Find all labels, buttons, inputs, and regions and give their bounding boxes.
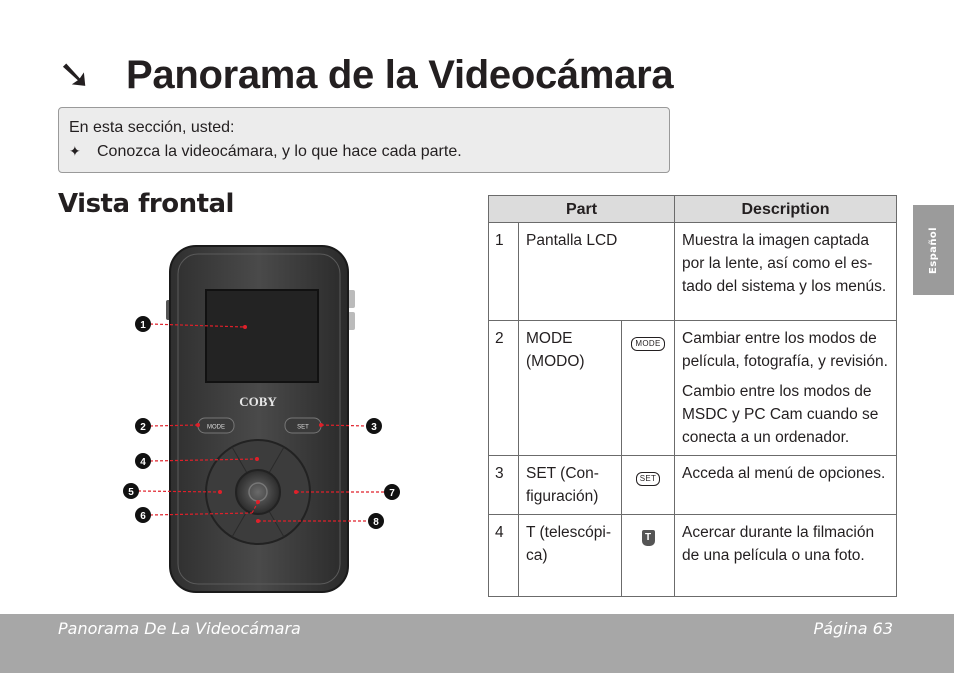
row-description: Acercar durante la filmación de una película o una foto. [675, 515, 897, 597]
page-title [58, 50, 673, 100]
row-description: Cambiar entre los modos de película, fotografía, y revisión. Cambio entre los modos de MSDC y PC Cam cuando se conecta a un ordenador. [675, 321, 897, 456]
camera-illustration [120, 240, 420, 600]
row-part: Pantalla LCD [519, 223, 675, 321]
mode-button-label: MODE [207, 424, 225, 431]
callout-1: 1 [140, 320, 146, 331]
table-row [489, 321, 897, 456]
intro-heading: En esta sección, usted: [69, 119, 235, 136]
row-description: Muestra la imagen captada por la lente, así como el es-tado del sistema y los menús. [675, 223, 897, 321]
header-part: Part [489, 196, 675, 223]
camcorder-front-view [120, 240, 420, 600]
table-row [489, 223, 897, 321]
callout-3: 3 [371, 422, 377, 433]
row-part: SET (Con-figuración) [519, 456, 622, 515]
intro-bullet-text: Conozca la videocámara, y lo que hace cada parte. [97, 143, 462, 160]
section-title: Vista frontal [58, 189, 234, 219]
telephoto-button-icon: T [642, 530, 655, 546]
row-icon-cell [622, 321, 675, 456]
callout-5: 5 [128, 487, 134, 498]
language-tab-label: Español [928, 226, 940, 274]
page-title-text: Panorama de la Videocámara [126, 52, 674, 97]
callout-4: 4 [140, 457, 146, 468]
intro-box [58, 107, 670, 173]
callout-6: 6 [140, 511, 146, 522]
row-number: 2 [489, 321, 519, 456]
arrow-icon: ➘ [58, 52, 92, 98]
table-row [489, 456, 897, 515]
parts-table [488, 195, 897, 597]
callout-8: 8 [373, 517, 379, 528]
lcd-screen [206, 290, 318, 382]
row-icon-cell [622, 515, 675, 597]
intro-bullet [69, 140, 659, 164]
header-description: Description [675, 196, 897, 223]
brand-logo: COBY [239, 394, 277, 409]
star-bullet-icon: ✦ [69, 144, 81, 160]
language-tab [913, 205, 954, 295]
page-number: Página 63 [813, 619, 893, 638]
callout-2: 2 [140, 422, 146, 433]
row-part: MODE (MODO) [519, 321, 622, 456]
row-icon-cell [622, 456, 675, 515]
row-number: 3 [489, 456, 519, 515]
set-button-label: SET [297, 424, 309, 431]
callout-7: 7 [389, 488, 395, 499]
row-number: 4 [489, 515, 519, 597]
table-header-row [489, 196, 897, 223]
center-button [236, 470, 280, 514]
footer-section-title: Panorama De La Videocámara [58, 619, 301, 638]
row-part: T (telescópi-ca) [519, 515, 622, 597]
page-footer [0, 614, 954, 673]
mode-button-icon: MODE [631, 337, 664, 351]
row-number: 1 [489, 223, 519, 321]
set-button-icon: SET [636, 472, 660, 486]
row-description: Acceda al menú de opciones. [675, 456, 897, 515]
table-row [489, 515, 897, 597]
